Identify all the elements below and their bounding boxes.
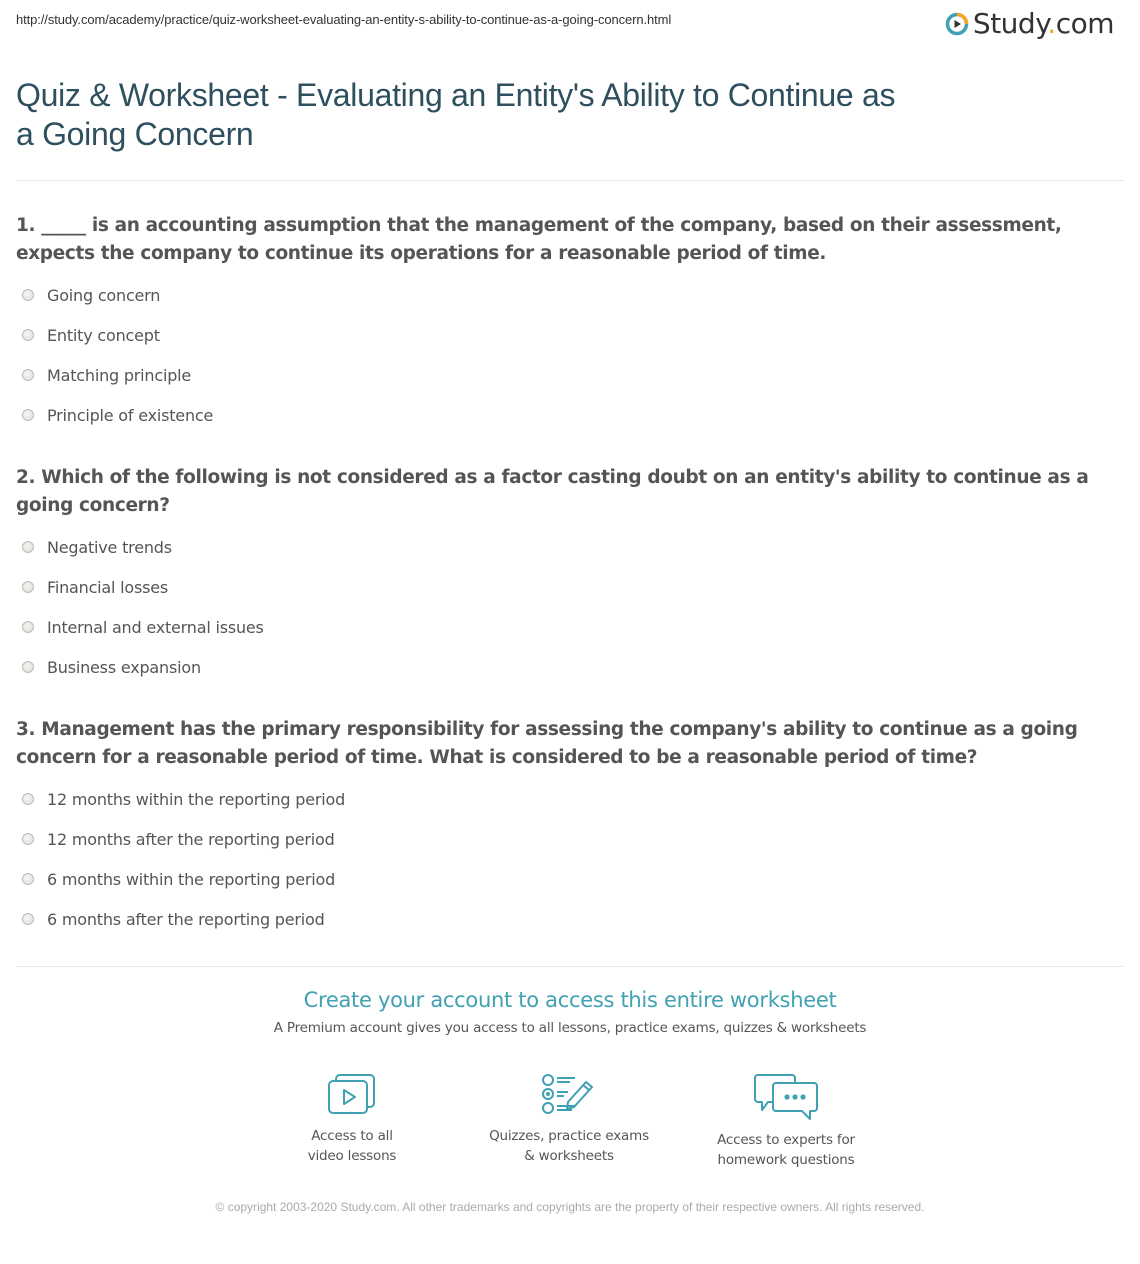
feature-line-2: homework questions [717,1152,855,1168]
answer-option[interactable]: Financial losses [22,567,264,607]
answer-option[interactable]: 6 months after the reporting period [22,899,345,939]
feature-line-2: video lessons [307,1148,397,1164]
answer-option[interactable]: Matching principle [22,355,213,395]
radio-button[interactable] [22,369,34,381]
chat-bubbles-icon [754,1072,818,1120]
question-3-options [22,779,345,939]
copyright-text: © copyright 2003-2020 Study.com. All other trademarks and copyrights are the property of their respective owners. All rights reserved. [215,1200,925,1214]
radio-button[interactable] [22,833,34,845]
feature-video-lessons [252,1072,452,1166]
study-logo[interactable] [945,8,1114,40]
play-circle-icon [945,12,969,36]
radio-button[interactable] [22,581,34,593]
answer-option[interactable]: Going concern [22,275,213,315]
feature-line-1: Access to all [311,1128,393,1144]
radio-button[interactable] [22,409,34,421]
radio-button[interactable] [22,913,34,925]
header-divider [16,180,1124,181]
answer-option[interactable]: Internal and external issues [22,607,264,647]
page-url: http://study.com/academy/practice/quiz-worksheet-evaluating-an-entity-s-ability-to-continue-as-a-going-concern.html [16,12,672,27]
answer-option[interactable]: 12 months after the reporting period [22,819,345,859]
create-account-link[interactable]: Create your account to access this entire worksheet [303,988,837,1012]
radio-button[interactable] [22,661,34,673]
question-1-options [22,275,213,435]
video-lessons-icon [326,1072,378,1116]
answer-option[interactable]: Negative trends [22,527,264,567]
question-3-text: 3. Management has the primary responsibility for assessing the company's ability to continue as a going concern for a reasonable period of time. What is considered to be a reasonable period of time? [16,719,1078,768]
answer-option[interactable]: 6 months within the reporting period [22,859,345,899]
question-1-text: 1. _____ is an accounting assumption that the management of the company, based on their assessment, expects the company to continue its operations for a reasonable period of time. [16,215,1062,264]
radio-button[interactable] [22,793,34,805]
cta-divider [16,966,1124,967]
quiz-checklist-icon [540,1072,598,1116]
answer-option[interactable]: Business expansion [22,647,264,687]
radio-button[interactable] [22,621,34,633]
question-2-text: 2. Which of the following is not considered as a factor casting doubt on an entity's ability to continue as a going concern? [16,467,1089,516]
radio-button[interactable] [22,541,34,553]
feature-quizzes [469,1072,669,1166]
feature-line-1: Access to experts for [717,1132,855,1148]
answer-option[interactable]: Entity concept [22,315,213,355]
feature-experts [686,1072,886,1170]
question-2-options [22,527,264,687]
answer-option[interactable]: 12 months within the reporting period [22,779,345,819]
page-title: Quiz & Worksheet - Evaluating an Entity's Ability to Continue as a Going Concern [16,77,896,152]
feature-line-1: Quizzes, practice exams [489,1128,649,1144]
answer-option[interactable]: Principle of existence [22,395,213,435]
radio-button[interactable] [22,329,34,341]
radio-button[interactable] [22,873,34,885]
logo-text: Study.com [972,7,1114,40]
feature-line-2: & worksheets [524,1148,614,1164]
radio-button[interactable] [22,289,34,301]
cta-subtitle: A Premium account gives you access to all lessons, practice exams, quizzes & worksheets [273,1020,867,1036]
